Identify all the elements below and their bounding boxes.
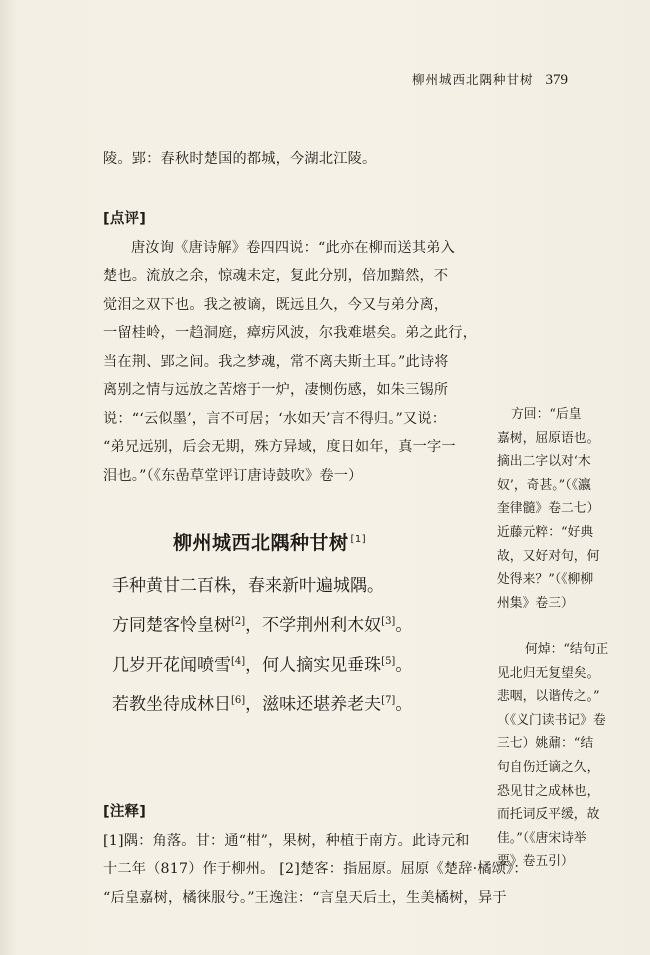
commentary-line: 觉泪之双下也。我之被谪，既远且久，今又与弟分离， (103, 296, 449, 313)
poem-line-text: 手种黄甘二百株，春来新叶遍城隅。 (112, 576, 384, 596)
note-ref: [7] (381, 695, 396, 707)
poem-line-part: ，不学荆州利木奴 (245, 615, 382, 636)
note-ref: [6] (231, 695, 246, 707)
top-note-line: 陵。郢：春秋时楚国的都城，今湖北江陵。 (103, 151, 377, 167)
sidebar-line: 嘉树，屈原语也。 (497, 430, 600, 446)
sidebar-line: 悲咽，以谐传之。” (497, 689, 600, 705)
notes-line: 十二年（817）作于柳州。 [2]楚客：指屈原。屈原《楚辞·橘颂》： (103, 861, 528, 877)
sidebar-line: 故，又好对句，何 (497, 548, 600, 564)
sidebar-line: 方回：“后皇 (511, 407, 582, 422)
sidebar-line: 近藤元粹：“好典 (497, 524, 594, 540)
sidebar-line: 三七）姚鼐：“结 (497, 736, 594, 752)
sidebar-comment-1 (497, 403, 632, 615)
poem-body (112, 568, 492, 723)
running-title: 柳州城西北隅种甘树 (411, 72, 534, 87)
sidebar-line: 何焯：“结句正 (525, 642, 609, 657)
sidebar-comment-2 (497, 638, 632, 874)
commentary-line: 当在荆、郢之间。我之梦魂，常不离夫斯土耳。”此诗将 (103, 353, 449, 370)
poem-line (112, 683, 492, 723)
poem-title-text: 柳州城西北隅种甘树 (173, 532, 349, 554)
note-ref: [3] (381, 616, 396, 627)
poem-title-note: [1] (350, 533, 367, 545)
commentary-line: “弟兄远别，后会无期，殊方异域，度日如年，真一字一 (103, 439, 456, 455)
poem-title (173, 528, 366, 555)
poem-line-part: 方同楚客怜皇树 (112, 615, 231, 636)
sidebar-line: （《义门读书记》卷 (497, 712, 606, 728)
note-ref: [5] (381, 655, 396, 667)
poem-line (112, 604, 492, 644)
commentary-line: 唐汝询《唐诗解》卷四四说：“此亦在柳而送其弟入 (131, 239, 455, 256)
sidebar-line: 见北归无复望矣。 (497, 665, 600, 681)
poem-line (112, 568, 492, 604)
notes-heading: [注释] (103, 804, 147, 820)
sidebar-line: 州集》卷三） (497, 595, 574, 611)
poem-line-part: 。 (395, 694, 413, 715)
commentary-line: 一留桂岭，一趋洞庭，瘴疠风波，尔我难堪矣。弟之此行， (103, 325, 478, 341)
sidebar-line: 句自伤迁谪之久， (497, 759, 600, 775)
sidebar-line: 佳。”（《唐宋诗举 (497, 830, 587, 846)
commentary-section (103, 205, 483, 490)
sidebar-line: 奎律髓》卷二七） (497, 501, 600, 517)
notes-line: [1]隅：角落。甘：通“柑”，果树，种植于南方。此诗元和 (103, 832, 470, 849)
commentary-line: 泪也。”（《东嵒草堂评订唐诗鼓吹》卷一） (103, 467, 363, 484)
sidebar-line: 处得来？”（《柳柳 (497, 572, 594, 588)
sidebar-line: 摘出二字以对‘木 (497, 454, 591, 470)
note-ref: [2] (231, 616, 246, 627)
top-note (103, 145, 483, 174)
poem-line (112, 644, 492, 684)
page-number: 379 (545, 72, 568, 88)
poem-line-part: 若教坐待成林日 (112, 694, 231, 715)
poem-line-part: 。 (395, 615, 413, 636)
commentary-heading: [点评] (103, 211, 147, 227)
commentary-line: 离别之情与远放之苦熔于一炉，凄恻伤感，如朱三锡所 (103, 382, 449, 398)
commentary-line: 说：“‘云似墨’，言不可居；‘水如天’言不得归。”又说： (103, 410, 447, 427)
poem-line-part: 几岁开花闻喷雪 (112, 655, 231, 676)
note-ref: [4] (231, 655, 246, 667)
poem-line-part: ，何人摘实见垂珠 (245, 655, 382, 676)
poem-line-part: 。 (395, 655, 413, 676)
sidebar-line: 要》卷五引） (497, 854, 574, 870)
running-header (412, 70, 568, 89)
sidebar-line: 恐见甘之成林也， (497, 783, 600, 799)
notes-line: “后皇嘉树，橘徕服兮。”王逸注：“言皇天后土，生美橘树，异于 (103, 889, 507, 906)
sidebar-line: 而托词反平缓，故 (497, 807, 600, 823)
sidebar-line: 奴’，奇甚。”（《瀛 (497, 477, 591, 493)
notes-section (103, 798, 528, 912)
commentary-line: 楚也。流放之余，惊魂未定，复此分别，倍加黯然，不 (103, 268, 449, 284)
poem-line-part: ，滋味还堪养老夫 (245, 694, 382, 715)
